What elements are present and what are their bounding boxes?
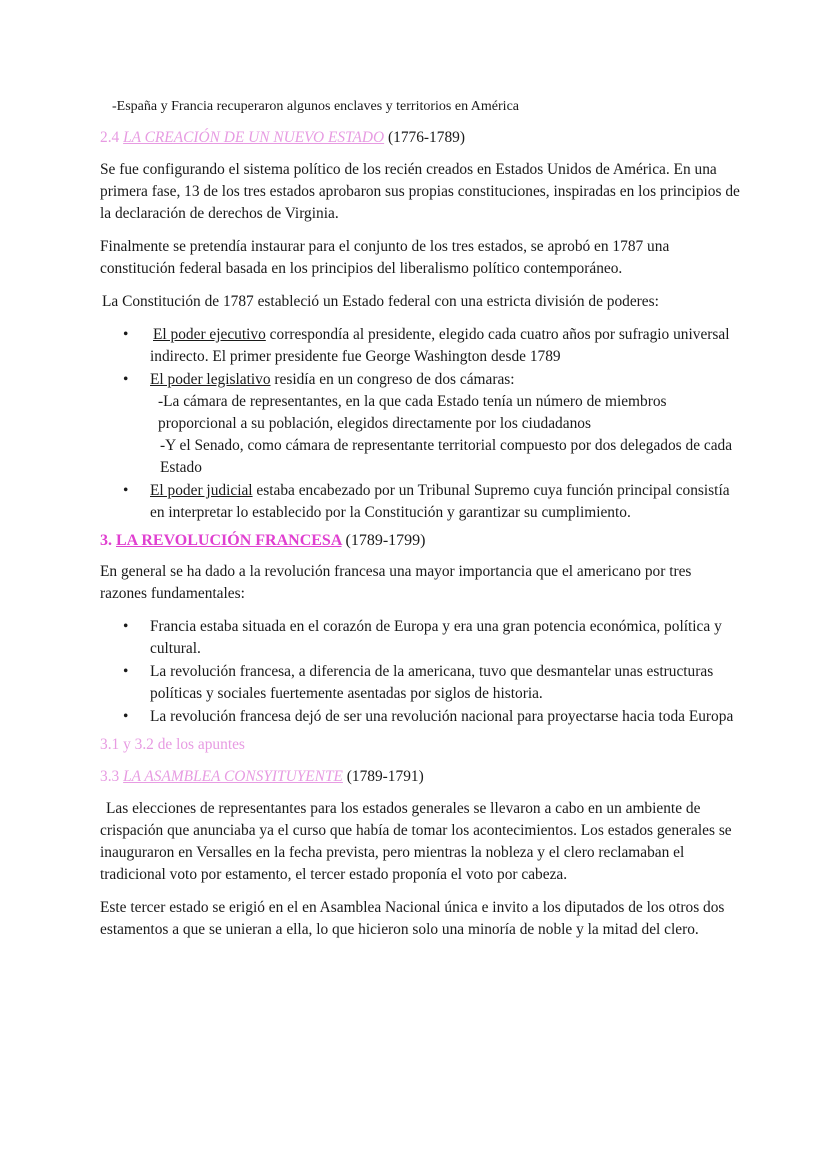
section-3-dates: (1789-1799)	[345, 532, 426, 549]
powers-list	[100, 324, 740, 524]
list-item	[100, 324, 740, 368]
section-2-4-title: LA CREACIÓN DE UN NUEVO ESTADO	[123, 129, 385, 146]
power-term: El poder legislativo	[150, 371, 271, 388]
bullet-icon: •	[123, 371, 129, 388]
section-3-para-1: En general se ha dado a la revolución francesa una mayor importancia que el americano por tres razones fundamentales:	[100, 563, 692, 602]
power-text: correspondía al presidente, elegido cada cuatro años por sufragio universal indirecto. El primer presidente fue George Washington desde 1789	[150, 326, 730, 365]
section-2-4-dates: (1776-1789)	[388, 129, 465, 146]
section-2-4-para-1: Se fue configurando el sistema político de los recién creados en Estados Unidos de América. En una primera fase, 13 de los tres estados aprobaron sus propias constituciones, inspiradas en los principios de la declaración de derechos de Virginia.	[100, 161, 740, 222]
section-2-4-para-3: La Constitución de 1787 estableció un Estado federal con una estricta división de poderes:	[102, 293, 659, 310]
reason-text: La revolución francesa, a diferencia de la americana, tuvo que desmantelar unas estructuras políticas y sociales fuertemente asentadas por siglos de historia.	[150, 663, 714, 702]
section-3-title: LA REVOLUCIÓN FRANCESA	[116, 532, 342, 549]
section-3-3-title: LA ASAMBLEA CONSYITUYENTE	[123, 768, 343, 785]
list-item	[100, 616, 740, 660]
note-3-1: 3.1 y 3.2 de los apuntes	[100, 736, 245, 753]
bullet-icon: •	[123, 618, 129, 635]
section-3-3-dates: (1789-1791)	[346, 768, 424, 785]
section-2-4-number: 2.4	[100, 129, 120, 146]
power-sub-1: -La cámara de representantes, en la que cada Estado tenía un número de miembros proporcional a su población, elegidos directamente por los ciudadanos	[158, 393, 667, 432]
list-item	[100, 661, 740, 705]
power-term: El poder judicial	[150, 482, 253, 499]
list-item	[100, 480, 740, 524]
intro-line: -España y Francia recuperaron algunos enclaves y territorios en América	[112, 99, 519, 114]
section-3-3-heading	[100, 766, 740, 788]
reasons-list	[100, 616, 740, 728]
section-3-3-number: 3.3	[100, 768, 120, 785]
bullet-icon: •	[123, 663, 129, 680]
reason-text: La revolución francesa dejó de ser una revolución nacional para proyectarse hacia toda Europa	[150, 708, 734, 725]
reason-text: Francia estaba situada en el corazón de Europa y era una gran potencia económica, política y cultural.	[150, 618, 722, 657]
power-text: residía en un congreso de dos cámaras:	[270, 371, 515, 388]
power-sub-2: -Y el Senado, como cámara de representante territorial compuesto por dos delegados de cada Estado	[160, 437, 733, 476]
bullet-icon: •	[123, 326, 129, 343]
power-text: estaba encabezado por un Tribunal Supremo cuya función principal consistía en interpretar lo establecido por la Constitución y garantizar su cumplimiento.	[150, 482, 730, 521]
section-2-4-heading	[100, 127, 740, 149]
bullet-icon: •	[123, 708, 129, 725]
document-page	[100, 96, 740, 952]
section-3-3-para-2: Este tercer estado se erigió en el en Asamblea Nacional única e invito a los diputados de los otros dos estamentos a que se unieran a ella, lo que hicieron solo una minoría de noble y la mitad del clero.	[100, 899, 725, 938]
bullet-icon: •	[123, 482, 129, 499]
power-term: El poder ejecutivo	[153, 326, 266, 343]
list-item	[100, 706, 740, 728]
section-3-heading	[100, 530, 740, 552]
list-item	[100, 369, 740, 479]
section-3-3-para-1: Las elecciones de representantes para los estados generales se llevaron a cabo en un ambiente de crispación que anunciaba ya el curso que había de tomar los acontecimientos. Los estados generales se inauguraron en Versalles en la fecha prevista, pero mientras la nobleza y el clero reclamaban el tradicional voto por estamento, el tercer estado proponía el voto por cabeza.	[100, 800, 732, 883]
section-2-4-para-2: Finalmente se pretendía instaurar para el conjunto de los tres estados, se aprobó en 1787 una constitución federal basada en los principios del liberalismo político contemporáneo.	[100, 238, 670, 277]
section-3-number: 3.	[100, 532, 112, 549]
